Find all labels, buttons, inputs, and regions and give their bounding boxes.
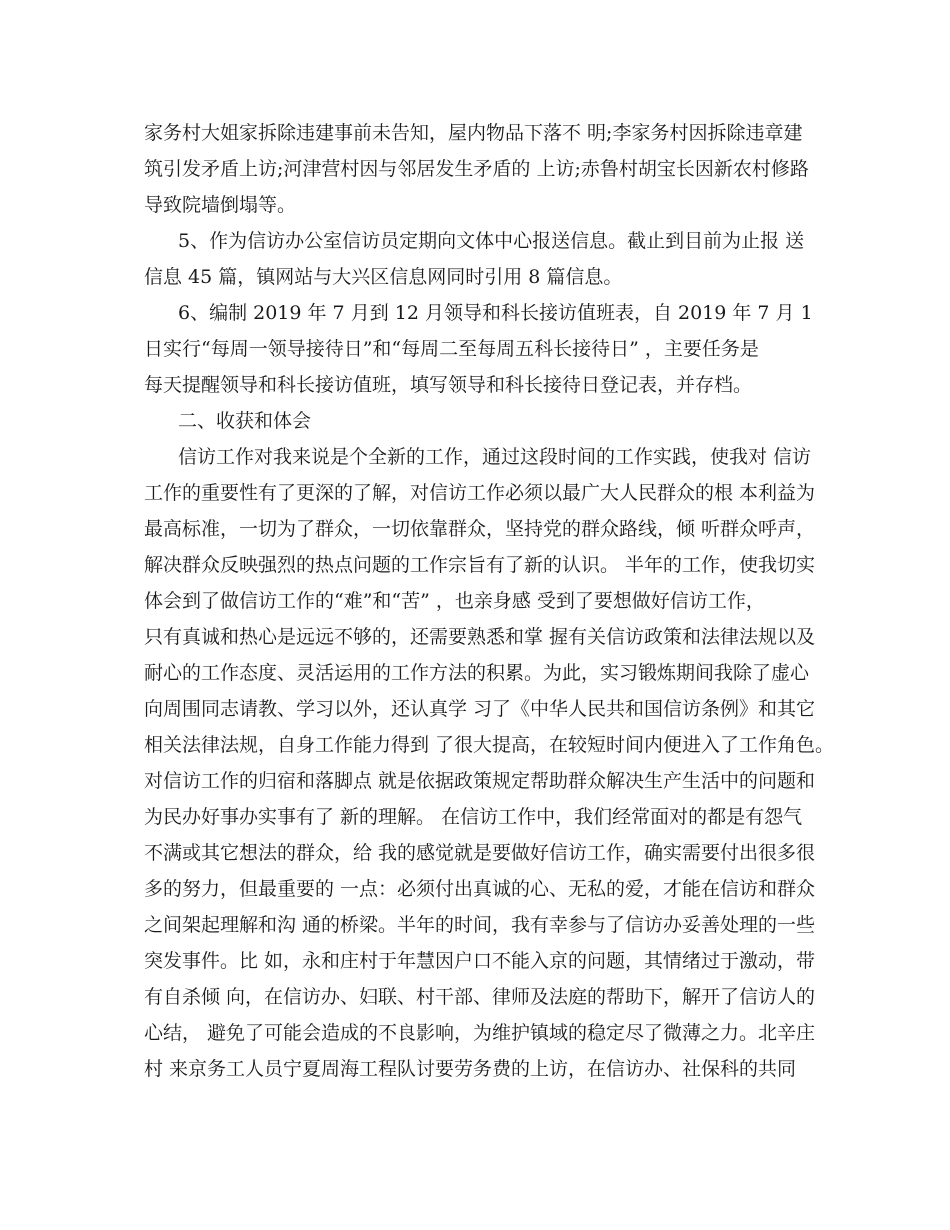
text-line: 日实行“每周一领导接待日”和“每周二至每周五科长接待日” ，主要任务是 — [144, 338, 759, 360]
text-line: 筑引发矛盾上访;河津营村因与邻居发生矛盾的 上访;赤鲁村胡宝长因新农村修路 — [144, 158, 809, 180]
text-line: 最高标准，一切为了群众，一切依靠群众，坚持党的群众路线，倾 听群众呼声， — [144, 518, 816, 540]
text-line: 解决群众反映强烈的热点问题的工作宗旨有了新的认识。 半年的工作，使我切实 — [144, 554, 816, 576]
text-line: 之间架起理解和沟 通的桥梁。半年的时间，我有幸参与了信访办妥善处理的一些 — [144, 914, 816, 936]
text-line: 6、编制 2019 年 7 月到 12 月领导和科长接访值班表，自 2019 年 7 月 1 — [178, 302, 813, 324]
text-line: 突发事件。比 如，永和庄村于年慧因户口不能入京的问题，其情绪过于激动，带 — [144, 950, 816, 972]
text-line: 多的努力，但最重要的 一点：必须付出真诚的心、无私的爱，才能在信访和群众 — [144, 878, 816, 900]
text-line: 家务村大姐家拆除违建事前未告知，屋内物品下落不 明;李家务村因拆除违章建 — [144, 122, 803, 144]
text-line: 信息 45 篇，镇网站与大兴区信息网同时引用 8 篇信息。 — [144, 266, 623, 288]
text-line: 为民办好事办实事有了 新的理解。 在信访工作中，我们经常面对的都是有怨气 — [144, 806, 803, 828]
text-line: 心结， 避免了可能会造成的不良影响，为维护镇域的稳定尽了微薄之力。北辛庄 — [144, 1022, 816, 1044]
text-line: 每天提醒领导和科长接访值班，填写领导和科长接待日登记表，并存档。 — [144, 374, 753, 396]
text-line: 向周围同志请教、学习以外，还认真学 习了《中华人民共和国信访条例》和其它 — [144, 698, 816, 720]
text-line: 信访工作对我来说是个全新的工作，通过这段时间的工作实践，使我对 信访 — [178, 446, 812, 468]
section-heading: 二、收获和体会 — [178, 410, 312, 432]
text-line: 工作的重要性有了更深的了解，对信访工作必须以最广大人民群众的根 本利益为 — [144, 482, 816, 504]
text-line: 村 来京务工人员宁夏周海工程队讨要劳务费的上访，在信访办、社保科的共同 — [144, 1058, 797, 1080]
text-line: 对信访工作的归宿和落脚点 就是依据政策规定帮助群众解决生产生活中的问题和 — [144, 770, 816, 792]
text-line: 耐心的工作态度、灵活运用的工作方法的积累。为此，实习锻炼期间我除了虚心 — [144, 662, 810, 684]
text-line: 相关法律法规，自身工作能力得到 了很大提高，在较短时间内便进入了工作角色。 — [144, 734, 835, 756]
text-line: 有自杀倾 向，在信访办、妇联、村干部、律师及法庭的帮助下，解开了信访人的 — [144, 986, 816, 1008]
text-line: 导致院墙倒塌等。 — [144, 194, 297, 216]
text-line: 体会到了做信访工作的“难”和“苦” ，也亲身感 受到了要想做好信访工作， — [144, 590, 765, 612]
text-line: 不满或其它想法的群众，给 我的感觉就是要做好信访工作，确实需要付出很多很 — [144, 842, 816, 864]
text-line: 只有真诚和热心是远远不够的，还需要熟悉和掌 握有关信访政策和法律法规以及 — [144, 626, 816, 648]
text-line: 5、作为信访办公室信访员定期向文体中心报送信息。截止到目前为止报 送 — [178, 230, 805, 252]
